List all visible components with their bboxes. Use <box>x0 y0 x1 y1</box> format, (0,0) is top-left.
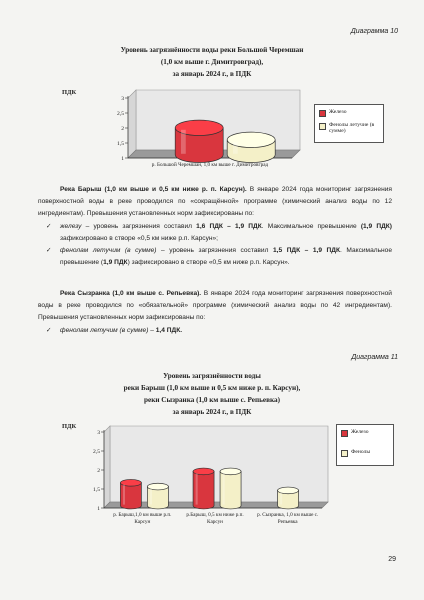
y-tick-label: 2,5 <box>93 449 100 455</box>
legend-swatch-iron <box>341 430 348 437</box>
diagram-11-title-line-4: за январь 2024 г., в ПДК <box>172 408 252 416</box>
bar-phenol-2-highlight <box>280 492 282 504</box>
bar-iron-0-highlight <box>123 485 125 505</box>
legend-label-iron: Железо <box>329 109 347 115</box>
y-tick-label: 1 <box>121 156 124 162</box>
legend-label-phenol: Фенолы <box>351 449 371 455</box>
bar-phenol-1-highlight <box>223 473 225 504</box>
bar-iron-1 <box>193 468 214 509</box>
syzranka-paragraph <box>38 288 392 325</box>
bar-iron-1-highlight <box>196 473 198 504</box>
legend-item-iron <box>319 109 379 117</box>
y-tick-label: 1,5 <box>93 487 100 493</box>
x-category-label: р.Барыш, 0,5 км ниже р.п. <box>186 512 244 518</box>
x-category-label: Репьевка <box>277 519 298 525</box>
legend-item-phenol <box>341 449 389 457</box>
x-category-label: р. Большой Черемшан, 1,0 км выше г. Димитровград <box>151 162 269 168</box>
legend-swatch-iron <box>319 110 326 117</box>
y-tick-label: 3 <box>97 430 100 436</box>
x-category-label: Карсун <box>134 519 151 525</box>
barysh-bullet-iron: ✓ железу – уровень загрязнения составил 1,6 ПДК – 1,9 ПДК. Максимальное превышение (1,9 ПДК) зафиксировано в створе «0,5 км ниже р.п. Карсун»; <box>46 222 392 242</box>
y-tick-label: 3 <box>121 96 124 102</box>
x-category-label: р. Барыш,1,0 км выше р.п. <box>113 512 172 518</box>
diagram-10-title-line-2: (1,0 км выше г. Димитровград), <box>160 58 264 66</box>
x-category-label: р. Сызранка, 1,0 км выше с. <box>257 512 319 518</box>
bar-phenol-0-highlight <box>150 489 152 505</box>
bar-iron-0 <box>175 120 223 162</box>
bar-phenol-0 <box>147 483 168 509</box>
barysh-heading: Река Барыш (1,0 км выше и 0,5 км ниже р. п. Карсун). <box>60 186 247 193</box>
y-tick-label: 1,5 <box>117 141 124 147</box>
y-tick-label: 2 <box>121 126 124 132</box>
barysh-bullet-phenol: ✓ фенолам летучим (в сумме) – уровень загрязнения составил 1,5 ПДК – 1,9 ПДК. Максимальное превышение (1,9 ПДК) зафиксировано в створе «0,5 км ниже р.п. Карсун». <box>46 247 393 267</box>
diagram-10-title-line-1: Уровень загрязнённости воды реки Большой Черемшан <box>120 46 304 54</box>
bar-iron-0-highlight <box>181 130 186 154</box>
syzranka-section <box>38 288 392 337</box>
legend-item-phenol <box>319 122 379 134</box>
y-tick-label: 2 <box>97 468 100 474</box>
bar-iron-0 <box>120 479 141 509</box>
y-axis-title: ПДК <box>62 423 77 430</box>
bar-phenol-1 <box>220 468 241 509</box>
legend-swatch-phenol <box>341 450 348 457</box>
diagram-11-title <box>40 370 384 418</box>
check-icon: ✓ <box>46 247 52 255</box>
side-wall <box>104 426 110 508</box>
syzranka-intro: В январе 2024 года мониторинг загрязнения поверхностной воды в реке проводился по «обязательной» программе (химический анализ воды по 42 ингредиентам). Превышения установленных норм зафиксированы по: <box>38 290 392 322</box>
bar-phenol-0 <box>227 132 275 162</box>
diagram-11-title-line-2: реки Барыш (1,0 км выше и 0,5 км ниже р. п. Карсун), <box>123 384 301 392</box>
check-icon: ✓ <box>46 222 52 230</box>
barysh-section <box>38 184 392 269</box>
chart-11-legend <box>336 424 394 466</box>
chart-11 <box>60 420 336 532</box>
y-axis-title: ПДК <box>62 89 77 96</box>
bar-phenol-0-highlight <box>233 142 238 154</box>
chart-10 <box>60 84 310 174</box>
x-category-label: Карсун <box>207 519 223 525</box>
diagram-10-label: Диаграмма 10 <box>350 28 398 35</box>
legend-swatch-phenol <box>319 123 326 130</box>
y-tick-label: 1 <box>97 506 100 512</box>
diagram-10-title <box>40 44 384 80</box>
diagram-11-title-line-3: реки Сызранка (1,0 км выше с. Репьевка) <box>144 396 280 404</box>
barysh-intro: В январе 2024 года мониторинг загрязнения поверхностной воды в реке проводился по «сокращённой» программе (химический анализ воды по 12 ингредиентам). Превышения установленных норм зафиксированы по: <box>38 186 392 218</box>
y-tick-label: 2,5 <box>117 111 124 117</box>
legend-label-phenol: Фенолы летучие (в сумме) <box>329 122 375 134</box>
bar-phenol-2 <box>278 487 299 509</box>
legend-label-iron: Железо <box>351 429 369 435</box>
syzranka-heading: Река Сызранка (1,0 км выше с. Репьевка). <box>60 290 202 297</box>
side-wall <box>128 90 136 158</box>
legend-item-iron <box>341 429 389 437</box>
barysh-paragraph <box>38 184 392 221</box>
check-icon: ✓ <box>46 326 52 334</box>
diagram-11-title-line-1: Уровень загрязнённости воды <box>163 372 261 380</box>
syzranka-bullet-phenol: ✓ фенолам летучим (в сумме) – 1,4 ПДК. <box>38 325 392 337</box>
diagram-10-title-line-3: за январь 2024 г., в ПДК <box>172 70 252 78</box>
chart-10-legend <box>314 104 384 143</box>
diagram-11-label: Диаграмма 11 <box>351 354 398 361</box>
page-number: 29 <box>388 556 396 563</box>
